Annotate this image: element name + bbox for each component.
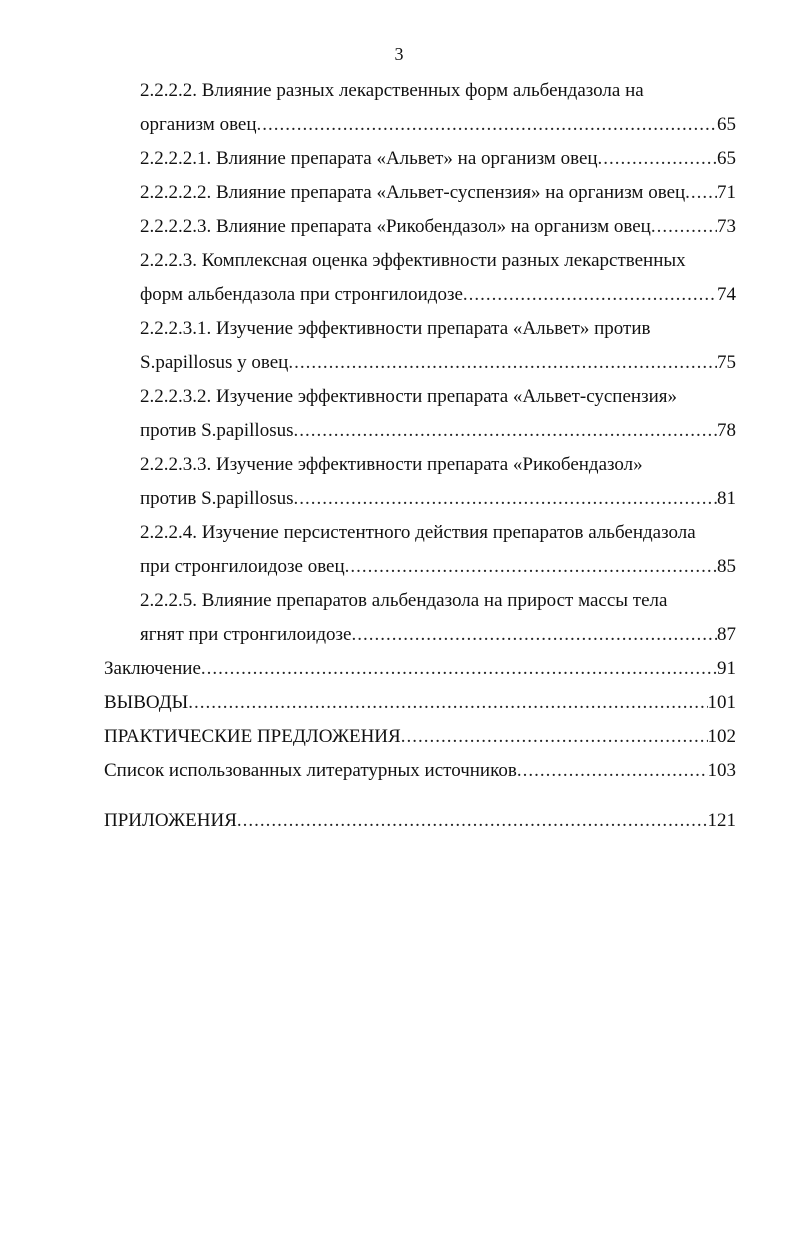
toc-entry[interactable] <box>104 346 736 380</box>
toc-page-number: 75 <box>717 352 736 373</box>
toc-page-number: 91 <box>717 658 736 679</box>
toc-entry-text: форм альбендазола при стронгилоидозе <box>140 284 463 305</box>
toc-page-number: 65 <box>717 114 736 135</box>
toc-page-number: 121 <box>707 810 736 831</box>
toc-entry-text: 2.2.2.2.1. Влияние препарата «Альвет» на организм овец <box>140 148 598 169</box>
dot-leader <box>351 618 717 652</box>
toc-entry-text: 2.2.2.4. Изучение персистентного действия препаратов альбендазола <box>140 522 696 543</box>
dot-leader <box>345 550 717 584</box>
toc-page-number: 71 <box>717 182 736 203</box>
toc-entry-text: 2.2.2.2. Влияние разных лекарственных форм альбендазола на <box>140 80 644 101</box>
spacer <box>104 788 736 804</box>
dot-leader <box>685 176 717 210</box>
dot-leader <box>237 804 708 838</box>
dot-leader <box>651 210 717 244</box>
dot-leader <box>257 108 717 142</box>
toc-entry-heading <box>104 584 736 618</box>
dot-leader <box>293 414 717 448</box>
toc-page-number: 74 <box>717 284 736 305</box>
toc-entry[interactable] <box>104 176 736 210</box>
dot-leader <box>598 142 717 176</box>
toc-entry[interactable] <box>104 142 736 176</box>
toc-entry-text: S.papillosus у овец <box>140 352 289 373</box>
toc-page-number: 81 <box>717 488 736 509</box>
dot-leader <box>463 278 717 312</box>
toc-entry-references[interactable] <box>104 754 736 788</box>
toc-entry-text: против S.papillosus <box>140 420 294 441</box>
toc-entry-text: Заключение <box>104 658 201 679</box>
toc-page-number: 87 <box>717 624 736 645</box>
toc-entry[interactable] <box>104 414 736 448</box>
toc-entry[interactable] <box>104 482 736 516</box>
toc-entry-text: 2.2.2.3.1. Изучение эффективности препарата «Альвет» против <box>140 318 651 339</box>
dot-leader <box>201 652 717 686</box>
dot-leader <box>288 346 717 380</box>
toc-entry-conclusion[interactable] <box>104 652 736 686</box>
page-number: 3 <box>394 44 404 64</box>
toc-entry-practical-proposals[interactable] <box>104 720 736 754</box>
toc-page-number: 65 <box>717 148 736 169</box>
toc-entry-heading <box>104 448 736 482</box>
toc-page-number: 103 <box>707 760 736 781</box>
toc-entry[interactable] <box>104 278 736 312</box>
toc-entry-text: организм овец <box>140 114 257 135</box>
toc-entry-text: 2.2.2.2.3. Влияние препарата «Рикобендазол» на организм овец <box>140 216 651 237</box>
toc-entry-appendices[interactable] <box>104 804 736 838</box>
toc-entry-text: Список использованных литературных источников <box>104 760 517 781</box>
toc-entry[interactable] <box>104 210 736 244</box>
toc-entry-text: 2.2.2.3.2. Изучение эффективности препарата «Альвет-суспензия» <box>140 386 677 407</box>
toc-entry-text: ПРАКТИЧЕСКИЕ ПРЕДЛОЖЕНИЯ <box>104 726 401 747</box>
toc-entry-text: 2.2.2.2.2. Влияние препарата «Альвет-суспензия» на организм овец <box>140 182 686 203</box>
toc-entry-text: ВЫВОДЫ <box>104 692 189 713</box>
toc-page-number: 102 <box>707 726 736 747</box>
toc-entry-heading <box>104 74 736 108</box>
toc-entry-text: 2.2.2.3.3. Изучение эффективности препарата «Рикобендазол» <box>140 454 643 475</box>
toc-page-number: 73 <box>717 216 736 237</box>
toc-entry-text: ягнят при стронгилоидозе <box>140 624 352 645</box>
toc-page-number: 78 <box>717 420 736 441</box>
toc-entry-heading <box>104 380 736 414</box>
toc-entry-text: ПРИЛОЖЕНИЯ <box>104 810 237 831</box>
toc-entry-heading <box>104 244 736 278</box>
toc-entry[interactable] <box>104 618 736 652</box>
toc-entry[interactable] <box>104 550 736 584</box>
toc-entry-text: против S.papillosus <box>140 488 294 509</box>
table-of-contents <box>104 74 736 838</box>
toc-entry-text: 2.2.2.3. Комплексная оценка эффективности разных лекарственных <box>140 250 686 271</box>
toc-page-number: 85 <box>717 556 736 577</box>
toc-entry-heading <box>104 312 736 346</box>
toc-entry-text: 2.2.2.5. Влияние препаратов альбендазола на прирост массы тела <box>140 590 668 611</box>
toc-entry[interactable] <box>104 108 736 142</box>
dot-leader <box>517 754 708 788</box>
toc-entry-conclusions[interactable] <box>104 686 736 720</box>
dot-leader <box>188 686 707 720</box>
dot-leader <box>293 482 717 516</box>
toc-entry-heading <box>104 516 736 550</box>
toc-page-number: 101 <box>707 692 736 713</box>
dot-leader <box>401 720 708 754</box>
toc-entry-text: при стронгилоидозе овец <box>140 556 345 577</box>
